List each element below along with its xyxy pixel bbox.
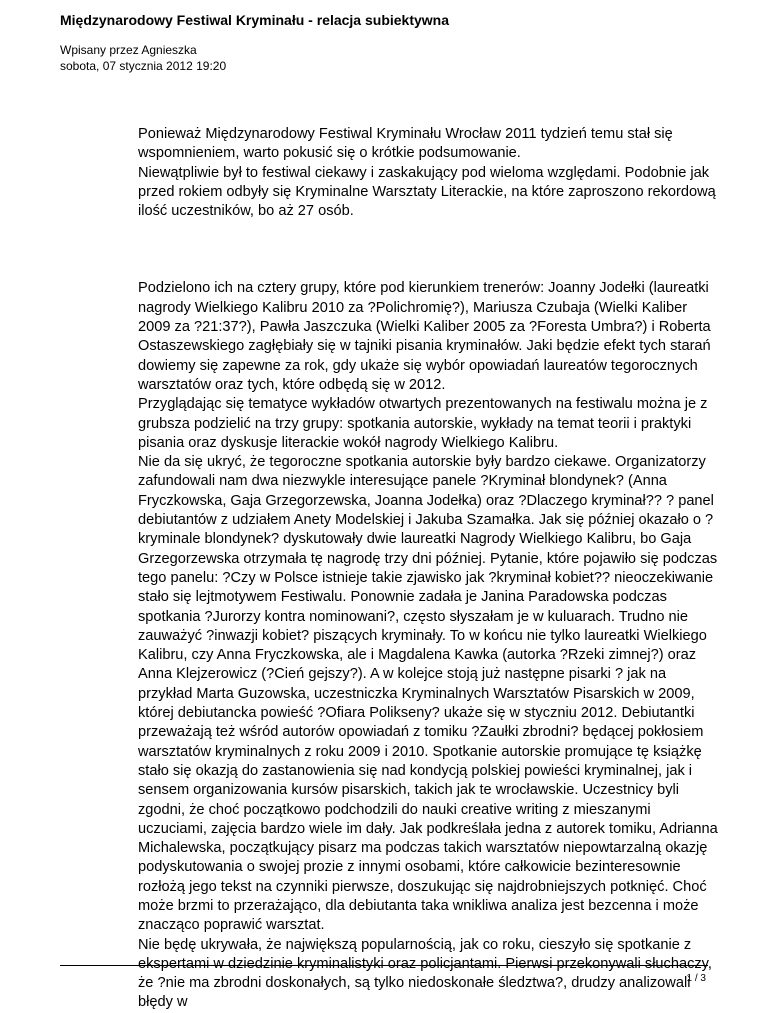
paragraph: Nie da się ukryć, że tegoroczne spotkania autorskie były bardzo ciekawe. Organizatorzy zafundowali nam dwa niezwykle interesujące panele ?Kryminał blondynek? (Anna Fryczkowska, Gaja Grzegorzewska, Joanna Jodełka) oraz ?Dlaczego kryminał?? ? panel debiutantów z udziałem Anety Modelskiej i Jakuba Szamałka. Jak się później okazało o ?kryminale blondynek? dyskutowały dwie laureatki Nagrody Wielkiego Kalibru, bo Gaja Grzegorzewska otrzymała tę nagrodę trzy dni później. Pytanie, które pojawiło się podczas tego panelu: ?Czy w Polsce istnieje takie zjawisko jak ?kryminał kobiet?? nieoczekiwanie stało się lejtmotywem Festiwalu. Ponownie zadała je Janina Paradowska podczas spotkania ?Jurorzy kontra nominowani?, często słyszałam je w kuluarach. Trudno nie zauważyć ?inwazji kobiet? piszących kryminały. To w końcu nie tylko laureatki Wielkiego Kalibru, czy Anna Fryczkowska, ale i Magdalena Kawka (autorka ?Rzeki zimnej?) oraz Anna Klejzerowicz (?Cień gejszy?). A w kolejce stoją już następne pisarki ? jak na przykład Marta Guzowska, uczestniczka Kryminalnych Warsztatów Pisarskich w 2009, której debiutancka powieść ?Ofiara Polikseny? ukaże się w styczniu 2012. Debiutantki przeważają też wśród autorów opowiadań z tomiku ?Zaułki zbrodni? będącej pokłosiem warsztatów kryminalnych z roku 2009 i 2010. Spotkanie autorskie promujące tę książkę stało się okazją do zastanowienia się nad kondycją polskiej powieści kryminalnej, jak i sensem organizowania kursów pisarskich, takich jak te wrocławskie. Uczestnicy byli zgodni, że choć początkowo podchodzili do nauki creative writing z mieszanymi uczuciami, zajęcia bardzo wiele im dały. Jak podkreślała jedna z autorek tomiku, Adrianna Michalewska, początkujący pisarz ma podczas takich warsztatów niepowtarzalną okazję podyskutowania o swojej prozie z innymi osobami, które całkowicie bezinteresownie rozłożą jego tekst na czynniki pierwsze, doszukując się najdrobniejszych potknięć. Choć może brzmi to przerażająco, dla debiutanta taka wnikliwa analiza jest bezcenna i może znacząco poprawić warsztat.	[138, 454, 718, 934]
page-header	[60, 10, 708, 74]
author-line: Wpisany przez Agnieszka	[60, 43, 197, 57]
paragraph: Nie będę ukrywała, że największą popularnością, jak co roku, cieszyło się spotkanie z ekspertami w dziedzinie kryminalistyki oraz policjantami. Pierwsi przekonywali słuchaczy, że ?nie ma zbrodni doskonałych, są tylko niedoskonałe śledztwa?, drudzy analizowali błędy w	[138, 936, 712, 1011]
paragraph: Podzielono ich na cztery grupy, które pod kierunkiem trenerów: Joanny Jodełki (laureatki nagrody Wielkiego Kalibru 2010 za ?Polichromię?), Mariusza Czubaja (Wielki Kaliber 2009 za ?21:37?), Pawła Jaszczuka (Wielki Kaliber 2005 za ?Foresta Umbra?) i Roberta Ostaszewskiego zagłębiały się w tajniki pisania kryminałów. Jaki będzie efekt tych starań dowiemy się zapewne za rok, gdy ukaże się wybór opowiadań laureatów tegorocznych warsztatów oraz tych, które odbędą się w 2012.	[138, 280, 711, 393]
paragraph: Przyglądając się tematyce wykładów otwartych prezentowanych na festiwalu można je z grubsza podzielić na trzy grupy: spotkania autorskie, wykłady na temat teorii i praktyki pisania oraz dyskusje literackie wokół nagrody Wielkiego Kalibru.	[138, 396, 708, 451]
article-meta	[60, 42, 708, 74]
paragraph-spacer	[138, 221, 723, 279]
paragraph: Niewątpliwie był to festiwal ciekawy i zaskakujący pod wieloma względami. Podobnie jak przed rokiem odbyły się Kryminalne Warsztaty Literackie, na które zaproszono rekordową ilość uczestników, bo aż 27 osób.	[138, 164, 716, 220]
article-title: Międzynarodowy Festiwal Kryminału - relacja subiektywna	[60, 12, 450, 28]
paragraph: Ponieważ Międzynarodowy Festiwal Kryminału Wrocław 2011 tydzień temu stał się wspomnieniem, warto pokusić się o krótkie podsumowanie.	[138, 126, 673, 162]
footer-divider	[60, 965, 708, 966]
page-number: 1 / 3	[686, 973, 706, 984]
date-line: sobota, 07 stycznia 2012 19:20	[60, 59, 227, 73]
article-body	[138, 125, 723, 1013]
